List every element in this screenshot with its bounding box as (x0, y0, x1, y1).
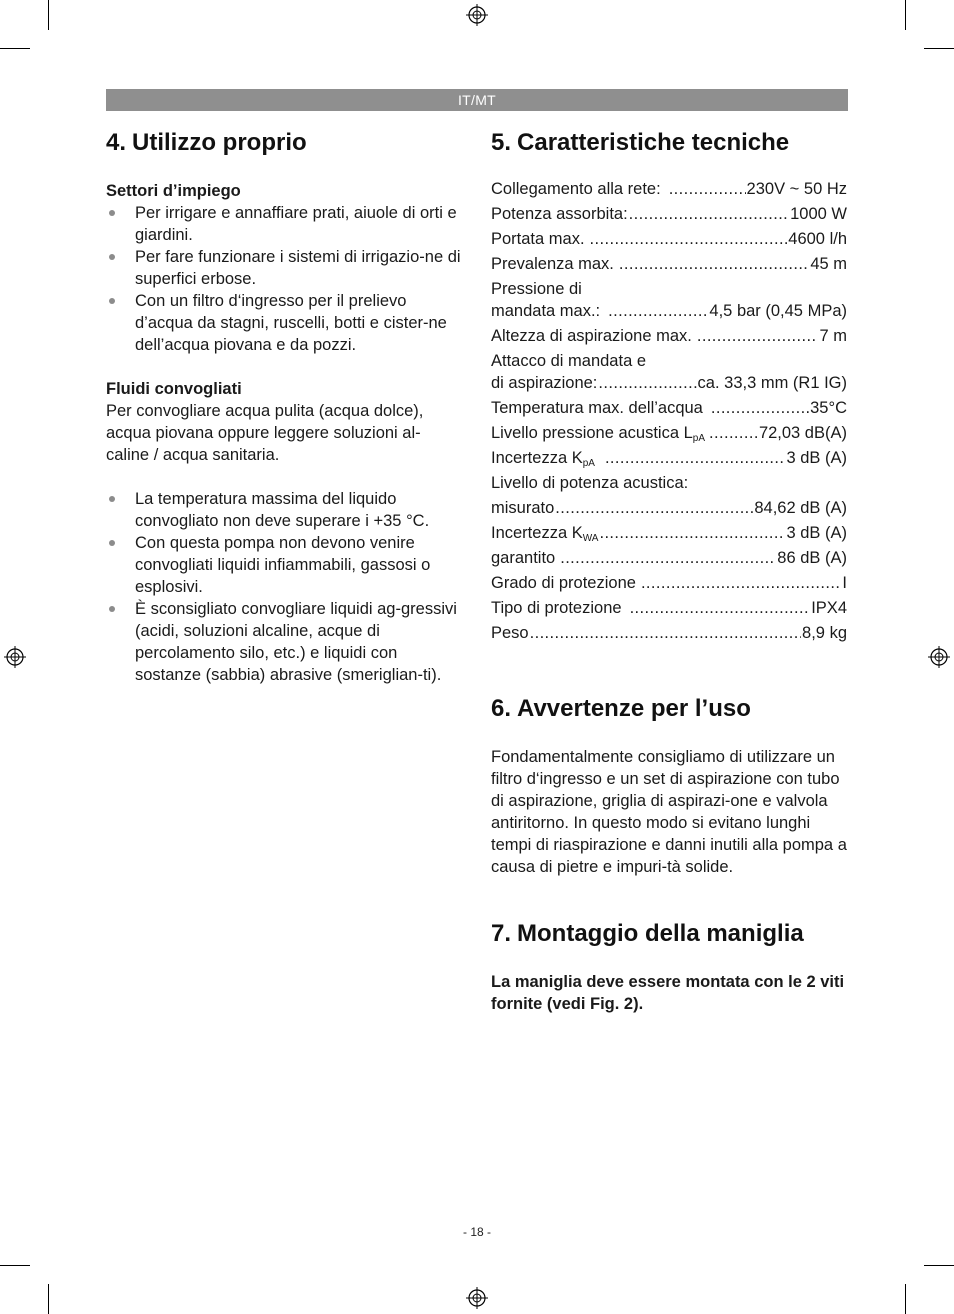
spec-row (491, 547, 847, 572)
spec-label-text: Livello pressione acustica L (491, 424, 693, 442)
spec-label (491, 447, 595, 469)
spec-label (491, 422, 705, 444)
spec-label: di aspirazione: (491, 374, 598, 392)
spec-row (491, 447, 847, 472)
leader-dots (641, 572, 841, 594)
spec-label: garantito (491, 549, 556, 567)
spec-label: misurato (491, 499, 555, 517)
avvisi-list (106, 488, 462, 686)
spec-row (491, 372, 847, 397)
fluidi-heading: Fluidi convogliati (106, 380, 242, 398)
spec-value: 84,62 dB (A) (754, 499, 847, 517)
spec-row (491, 253, 847, 278)
spec-value: 72,03 dB(A) (758, 424, 847, 442)
spec-label: mandata max.: (491, 302, 601, 320)
list-item: La temperatura massima del liquido convogliato non deve superare i +35 °C. (106, 488, 462, 532)
spec-group-head: Attacco di mandata e (491, 352, 647, 370)
leader-dots (555, 497, 753, 519)
section-number: 7. (491, 920, 512, 947)
spec-row (491, 522, 847, 547)
spec-value: I (842, 574, 847, 592)
spec-label: Peso (491, 624, 529, 642)
spec-subscript: pA (692, 433, 706, 444)
spec-value: 35°C (810, 399, 847, 417)
settori-heading: Settori d’impiego (106, 182, 241, 200)
section-title: Caratteristiche tecniche (517, 129, 790, 156)
spec-row (491, 597, 847, 622)
section-7-text: La maniglia deve essere montata con le 2 viti fornite (vedi Fig. 2). (491, 973, 845, 1013)
spec-row (491, 178, 847, 203)
section-title: Montaggio della maniglia (517, 920, 804, 947)
spec-label: Portata max. (491, 230, 585, 248)
section-number: 4. (106, 129, 127, 156)
spec-value: 3 dB (A) (786, 449, 847, 467)
leader-dots (599, 522, 785, 544)
leader-dots (709, 422, 758, 444)
section-number: 5. (491, 129, 512, 156)
crop-mark (48, 1284, 49, 1314)
crop-mark (905, 1284, 906, 1314)
section-5-heading (491, 128, 847, 158)
left-column (106, 128, 462, 686)
spec-label-text: Incertezza K (491, 524, 583, 542)
crop-mark (905, 0, 906, 30)
section-6-heading (491, 694, 847, 724)
leader-dots (560, 547, 776, 569)
crop-mark (924, 48, 954, 49)
spec-label: Temperatura max. dell’acqua (491, 399, 703, 417)
leader-dots (629, 203, 789, 225)
spec-label: Potenza assorbita: (491, 205, 628, 223)
leader-dots (669, 178, 746, 200)
spec-row (491, 300, 847, 325)
spec-subscript: pA (582, 458, 595, 469)
crop-mark (924, 1265, 954, 1266)
spec-row (491, 397, 847, 422)
spec-value: IPX4 (811, 599, 847, 617)
crop-mark (0, 1265, 30, 1266)
spec-value: 8,9 kg (802, 624, 847, 642)
spec-label-text: Incertezza K (491, 449, 583, 467)
spec-label: Collegamento alla rete: (491, 180, 661, 198)
right-column (491, 128, 847, 1015)
leader-dots (530, 622, 801, 644)
list-item: Con questa pompa non devono venire convogliati liquidi infiammabili, gassosi o esplosivi. (106, 532, 462, 598)
spec-value: 4600 l/h (788, 230, 847, 248)
crop-mark (48, 0, 49, 30)
registration-mark-icon (928, 646, 950, 668)
settori-list (106, 202, 462, 356)
spec-value: 1000 W (790, 205, 847, 223)
leader-dots (711, 397, 809, 419)
registration-mark-icon (466, 1287, 488, 1309)
spec-row (491, 228, 847, 253)
section-title: Utilizzo proprio (132, 129, 307, 156)
leader-dots (630, 597, 811, 619)
leader-dots (608, 300, 708, 322)
spec-row (491, 572, 847, 597)
spec-label: Tipo di protezione (491, 599, 622, 617)
spec-value: 3 dB (A) (786, 524, 847, 542)
spec-group-head: Pressione di (491, 280, 582, 298)
spec-value: 86 dB (A) (777, 549, 847, 567)
spec-row (491, 622, 847, 647)
list-item: Per irrigare e annaffiare prati, aiuole di orti e giardini. (106, 202, 462, 246)
leader-dots (598, 372, 696, 394)
list-item: È sconsigliato convogliare liquidi ag-gressivi (acidi, soluzioni alcaline, acque di percolamento silo, etc.) e liquidi con sostanze (sabbia) abrasive (smeriglian-ti). (106, 598, 462, 686)
crop-mark (0, 48, 30, 49)
spec-row (491, 497, 847, 522)
language-bar: IT/MT (106, 89, 848, 111)
spec-row (491, 422, 847, 447)
leader-dots (605, 447, 786, 469)
spec-label: Altezza di aspirazione max. (491, 327, 692, 345)
page-number: - 18 - (462, 1225, 491, 1239)
spec-subscript: WA (582, 533, 599, 544)
list-item: Per fare funzionare i sistemi di irrigazio-ne di superfici erbose. (106, 246, 462, 290)
spec-value: 7 m (819, 327, 847, 345)
spec-value: ca. 33,3 mm (R1 IG) (697, 374, 847, 392)
leader-dots (697, 325, 819, 347)
leader-dots (590, 228, 788, 250)
list-item: Con un filtro d‘ingresso per il prelievo d’acqua da stagni, ruscelli, botti e cister-ne dell’acqua piovana e da pozzi. (106, 290, 462, 356)
section-4-heading (106, 128, 462, 158)
spec-label (491, 522, 598, 544)
fluidi-text: Per convogliare acqua pulita (acqua dolce), acqua piovana oppure leggere soluzioni al-caline / acqua sanitaria. (106, 402, 424, 464)
spec-row (491, 203, 847, 228)
spec-value: 230V ~ 50 Hz (746, 180, 847, 198)
spec-value: 45 m (810, 255, 847, 273)
spec-row (491, 325, 847, 350)
section-title: Avvertenze per l’uso (517, 695, 751, 722)
section-7-heading (491, 919, 847, 949)
leader-dots (619, 253, 809, 275)
registration-mark-icon (4, 646, 26, 668)
spec-label: Prevalenza max. (491, 255, 614, 273)
registration-mark-icon (466, 4, 488, 26)
spec-value: 4,5 bar (0,45 MPa) (709, 302, 847, 320)
section-number: 6. (491, 695, 512, 722)
spec-label: Grado di protezione (491, 574, 636, 592)
section-6-text: Fondamentalmente consigliamo di utilizzare un filtro d‘ingresso e un set di aspirazione con tubo di aspirazione, griglia di aspirazi-one e valvola antiritorno. In questo modo si evitano lunghi tempi di riaspirazione e danni inutili alla pompa a causa di pietre e impuri-tà solide. (491, 748, 847, 876)
spec-group-head: Livello di potenza acustica: (491, 474, 689, 492)
